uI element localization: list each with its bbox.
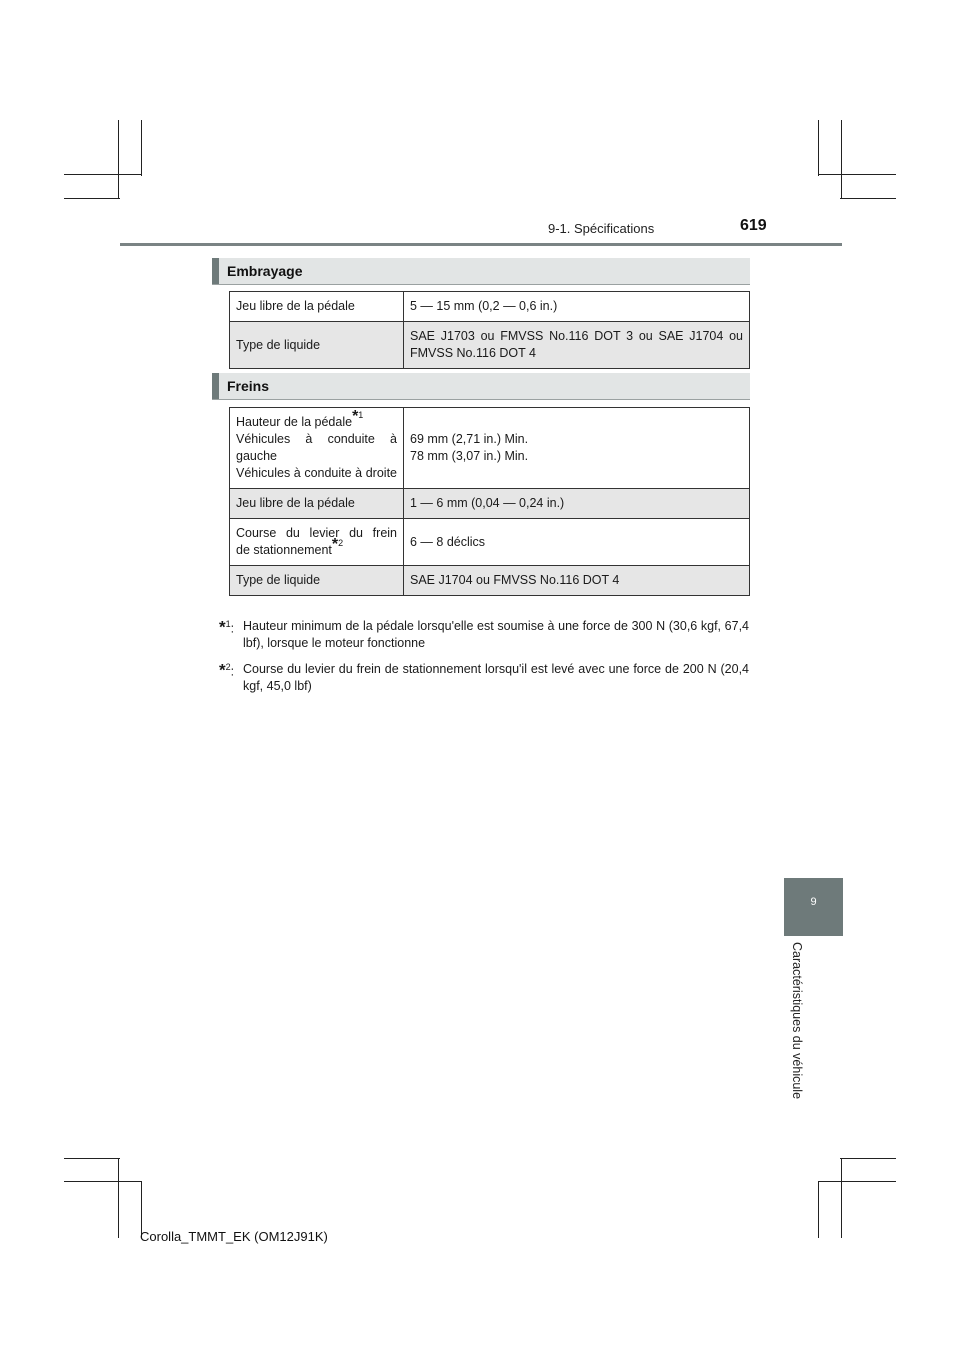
crop-mark bbox=[818, 120, 819, 176]
row-label: Type de liquide bbox=[230, 322, 404, 369]
row-label bbox=[230, 408, 404, 489]
asterisk: * bbox=[352, 407, 359, 425]
footnotes bbox=[219, 618, 749, 704]
row-value: SAE J1703 ou FMVSS No.116 DOT 3 ou SAE J1704 ou FMVSS No.116 DOT 4 bbox=[404, 322, 750, 369]
footnote bbox=[219, 661, 749, 695]
footnote-text: Course du levier du frein de stationnement lorsqu'il est levé avec une force de 200 N (20,4 kgf, 45,0 lbf) bbox=[243, 662, 749, 693]
crop-mark bbox=[64, 198, 120, 199]
row-value: 5 — 15 mm (0,2 — 0,6 in.) bbox=[404, 292, 750, 322]
footnote bbox=[219, 618, 749, 652]
section-divider bbox=[212, 399, 750, 400]
footnote-ref: 2 bbox=[338, 537, 344, 548]
row-value bbox=[404, 408, 750, 489]
parking-lever-label-line2: de stationnement bbox=[236, 543, 332, 557]
pedal-height-label: Hauteur de la pédale bbox=[236, 415, 353, 429]
footnote-ref: 1 bbox=[358, 409, 364, 420]
crop-mark bbox=[64, 174, 142, 175]
row-value: 6 — 8 déclics bbox=[404, 519, 750, 566]
crop-mark bbox=[840, 1158, 896, 1159]
chapter-label: Caractéristiques du véhicule bbox=[790, 942, 804, 1100]
rhd-label: Véhicules à conduite à droite bbox=[236, 466, 397, 480]
footnote-text: Hauteur minimum de la pédale lorsqu'elle est soumise à une force de 300 N (30,6 kgf, 67,4 lbf), lorsque le moteur fonctionne bbox=[243, 619, 749, 650]
crop-mark bbox=[818, 174, 896, 175]
section-title-freins: Freins bbox=[212, 373, 750, 399]
table-row bbox=[230, 489, 750, 519]
crop-mark bbox=[118, 1158, 119, 1238]
table-row bbox=[230, 322, 750, 369]
embrayage-table bbox=[229, 291, 750, 369]
crop-mark bbox=[64, 1181, 142, 1182]
parking-lever-label-line1: Course du levier du frein bbox=[236, 526, 397, 540]
row-label: Jeu libre de la pédale bbox=[230, 489, 404, 519]
table-row bbox=[230, 519, 750, 566]
section-heading: 9-1. Spécifications bbox=[548, 221, 655, 236]
crop-mark bbox=[818, 1181, 819, 1238]
footnote-marker: *$^2$: bbox=[219, 660, 235, 680]
row-label: Jeu libre de la pédale bbox=[230, 292, 404, 322]
lhd-label: Véhicules à conduite à gauche bbox=[236, 432, 397, 463]
section-title-embrayage: Embrayage bbox=[212, 258, 750, 284]
chapter-number: 9 bbox=[810, 896, 817, 908]
crop-mark bbox=[840, 198, 896, 199]
crop-mark bbox=[818, 1181, 896, 1182]
page-number: 619 bbox=[740, 217, 767, 234]
header-divider bbox=[120, 243, 842, 246]
row-label bbox=[230, 519, 404, 566]
crop-mark bbox=[841, 1158, 842, 1238]
footnote-marker: *$^1$: bbox=[219, 617, 235, 637]
row-value: SAE J1704 ou FMVSS No.116 DOT 4 bbox=[404, 566, 750, 596]
freins-table bbox=[229, 407, 750, 596]
table-row bbox=[230, 408, 750, 489]
crop-mark bbox=[141, 120, 142, 176]
row-value: 1 — 6 mm (0,04 — 0,24 in.) bbox=[404, 489, 750, 519]
crop-mark bbox=[841, 120, 842, 198]
asterisk: * bbox=[331, 535, 339, 553]
document-code: Corolla_TMMT_EK (OM12J91K) bbox=[140, 1229, 328, 1244]
row-label: Type de liquide bbox=[230, 566, 404, 596]
crop-mark bbox=[118, 120, 119, 198]
crop-mark bbox=[64, 1158, 120, 1159]
chapter-tab bbox=[784, 878, 843, 936]
table-row bbox=[230, 292, 750, 322]
section-divider bbox=[212, 284, 750, 285]
table-row bbox=[230, 566, 750, 596]
lhd-value: 69 mm (2,71 in.) Min. bbox=[410, 432, 529, 446]
rhd-value: 78 mm (3,07 in.) Min. bbox=[410, 449, 529, 463]
